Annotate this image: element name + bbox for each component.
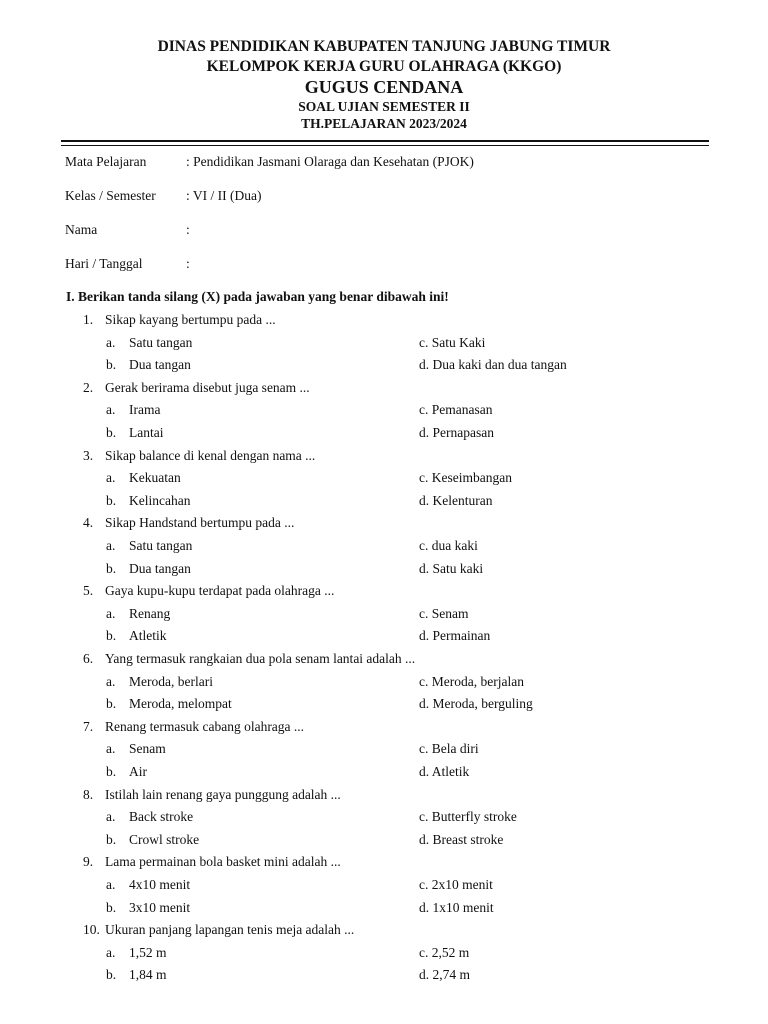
- option-b[interactable]: [106, 356, 191, 374]
- question-item: [0, 582, 768, 650]
- question-number: 6.: [83, 650, 94, 666]
- option-letter: b.: [106, 560, 117, 576]
- question-number: 3.: [83, 447, 94, 463]
- option-c[interactable]: c. Satu Kaki: [419, 334, 486, 350]
- option-text: Irama: [129, 402, 161, 418]
- question-text: Gaya kupu-kupu terdapat pada olahraga ...: [105, 583, 335, 599]
- option-c[interactable]: c. 2x10 menit: [419, 876, 493, 892]
- question-item: [0, 718, 768, 786]
- option-d[interactable]: d. Breast stroke: [419, 831, 504, 847]
- question-number: 10.: [83, 922, 100, 938]
- question-stem: [83, 853, 341, 875]
- option-text: Meroda, berlari: [129, 673, 213, 689]
- option-letter: a.: [106, 673, 116, 689]
- question-list: [0, 311, 768, 989]
- option-b[interactable]: [106, 695, 232, 713]
- option-text: Satu tangan: [129, 334, 193, 350]
- question-text: Sikap Handstand bertumpu pada ...: [105, 515, 295, 531]
- question-stem: [83, 311, 276, 333]
- option-d[interactable]: d. Permainan: [419, 628, 491, 644]
- option-a[interactable]: [106, 537, 192, 555]
- option-text: Satu tangan: [129, 537, 193, 553]
- info-label: Mata Pelajaran: [65, 154, 147, 169]
- info-label: Kelas / Semester: [65, 188, 156, 203]
- question-item: [0, 786, 768, 854]
- question-stem: [83, 379, 310, 401]
- option-d[interactable]: d. Pernapasan: [419, 424, 494, 440]
- option-a[interactable]: [106, 808, 193, 826]
- option-a[interactable]: [106, 740, 166, 758]
- option-letter: b.: [106, 831, 117, 847]
- question-item: [0, 447, 768, 515]
- option-b[interactable]: [106, 424, 163, 442]
- option-c[interactable]: c. Keseimbangan: [419, 470, 512, 486]
- question-stem: [83, 447, 315, 469]
- header-school-year: TH.PELAJARAN 2023/2024: [301, 116, 467, 131]
- header-divider-thin: [61, 145, 709, 146]
- info-value: :: [186, 222, 190, 237]
- header-cluster: GUGUS CENDANA: [304, 77, 464, 97]
- option-d[interactable]: d. Dua kaki dan dua tangan: [419, 357, 567, 373]
- option-b[interactable]: [106, 763, 147, 781]
- option-c[interactable]: c. Senam: [419, 605, 469, 621]
- question-number: 1.: [83, 312, 94, 327]
- question-stem: [83, 514, 294, 536]
- option-a[interactable]: [106, 944, 167, 962]
- option-a[interactable]: [106, 876, 190, 894]
- option-letter: b.: [106, 967, 117, 983]
- question-text: Sikap balance di kenal dengan nama ...: [105, 447, 316, 463]
- option-a[interactable]: [106, 334, 192, 352]
- option-letter: a.: [106, 605, 116, 621]
- question-stem: [83, 582, 334, 604]
- option-c[interactable]: c. Meroda, berjalan: [419, 673, 524, 689]
- question-stem: [83, 786, 341, 808]
- option-b[interactable]: [106, 492, 190, 510]
- option-text: Crowl stroke: [129, 831, 200, 847]
- option-b[interactable]: [106, 560, 191, 578]
- option-a[interactable]: [106, 469, 181, 487]
- option-text: Renang: [129, 605, 171, 621]
- option-b[interactable]: [106, 966, 167, 984]
- option-b[interactable]: [106, 899, 190, 917]
- header-group: KELOMPOK KERJA GURU OLAHRAGA (KKGO): [206, 58, 562, 75]
- header-divider-thick: [61, 140, 709, 142]
- header-agency: DINAS PENDIDIKAN KABUPATEN TANJUNG JABUNG TIMUR: [157, 38, 611, 55]
- option-letter: b.: [106, 424, 117, 440]
- option-text: Dua tangan: [129, 560, 191, 576]
- question-text: Lama permainan bola basket mini adalah ...: [105, 854, 341, 870]
- header-exam-title: SOAL UJIAN SEMESTER II: [298, 99, 470, 114]
- option-letter: a.: [106, 741, 116, 757]
- option-c[interactable]: c. dua kaki: [419, 537, 478, 553]
- option-c[interactable]: c. Bela diri: [419, 741, 479, 757]
- option-d[interactable]: d. Atletik: [419, 763, 470, 779]
- question-stem: [83, 921, 354, 943]
- option-d[interactable]: d. 2,74 m: [419, 967, 471, 983]
- option-text: 1,52 m: [129, 944, 167, 960]
- section-instruction: I. Berikan tanda silang (X) pada jawaban yang benar dibawah ini!: [66, 289, 449, 304]
- option-c[interactable]: c. Butterfly stroke: [419, 809, 517, 825]
- info-value: : Pendidikan Jasmani Olaraga dan Kesehatan (PJOK): [186, 154, 474, 169]
- question-item: [0, 921, 768, 989]
- option-letter: a.: [106, 470, 116, 486]
- option-text: Kelincahan: [129, 492, 191, 508]
- option-d[interactable]: d. Satu kaki: [419, 560, 484, 576]
- question-item: [0, 311, 768, 379]
- info-label: Nama: [65, 222, 98, 237]
- option-d[interactable]: d. 1x10 menit: [419, 899, 494, 915]
- info-label: Hari / Tanggal: [65, 256, 143, 271]
- option-b[interactable]: [106, 831, 199, 849]
- question-text: Gerak berirama disebut juga senam ...: [105, 379, 310, 395]
- option-text: Senam: [129, 741, 166, 757]
- question-stem: [83, 650, 415, 672]
- question-item: [0, 514, 768, 582]
- question-item: [0, 379, 768, 447]
- option-letter: a.: [106, 944, 116, 960]
- option-text: Atletik: [129, 628, 167, 644]
- question-number: 9.: [83, 854, 94, 870]
- option-text: Air: [129, 763, 147, 779]
- option-text: Back stroke: [129, 809, 194, 825]
- option-text: 1,84 m: [129, 967, 167, 983]
- option-letter: a.: [106, 809, 116, 825]
- option-c[interactable]: c. Pemanasan: [419, 402, 493, 418]
- info-value: :: [186, 256, 190, 271]
- question-number: 2.: [83, 379, 94, 395]
- option-text: Lantai: [129, 424, 164, 440]
- option-text: 4x10 menit: [129, 876, 191, 892]
- info-value: : VI / II (Dua): [186, 188, 262, 203]
- option-letter: b.: [106, 357, 117, 373]
- option-letter: a.: [106, 402, 116, 418]
- question-number: 4.: [83, 515, 94, 531]
- question-text: Renang termasuk cabang olahraga ...: [105, 718, 305, 734]
- option-d[interactable]: d. Kelenturan: [419, 492, 493, 508]
- option-c[interactable]: c. 2,52 m: [419, 944, 470, 960]
- option-a[interactable]: [106, 605, 170, 623]
- question-number: 5.: [83, 583, 94, 599]
- question-number: 7.: [83, 718, 94, 734]
- option-text: 3x10 menit: [129, 899, 191, 915]
- option-text: Dua tangan: [129, 357, 191, 373]
- question-text: Yang termasuk rangkaian dua pola senam lantai adalah ...: [105, 650, 416, 666]
- question-text: Istilah lain renang gaya punggung adalah ...: [105, 786, 341, 802]
- option-letter: b.: [106, 763, 117, 779]
- question-text: Sikap kayang bertumpu pada ...: [105, 312, 276, 327]
- question-number: 8.: [83, 786, 94, 802]
- question-text: Ukuran panjang lapangan tenis meja adalah ...: [105, 922, 355, 938]
- option-letter: a.: [106, 334, 116, 350]
- question-item: [0, 853, 768, 921]
- option-b[interactable]: [106, 627, 167, 645]
- option-letter: b.: [106, 628, 117, 644]
- option-text: Meroda, melompat: [129, 696, 232, 712]
- option-a[interactable]: [106, 673, 213, 691]
- option-letter: a.: [106, 876, 116, 892]
- question-item: [0, 650, 768, 718]
- option-a[interactable]: [106, 401, 160, 419]
- option-letter: a.: [106, 537, 116, 553]
- option-letter: b.: [106, 899, 117, 915]
- option-text: Kekuatan: [129, 470, 181, 486]
- option-letter: b.: [106, 696, 117, 712]
- question-stem: [83, 718, 304, 740]
- option-d[interactable]: d. Meroda, berguling: [419, 696, 533, 712]
- option-letter: b.: [106, 492, 117, 508]
- document-header: [0, 36, 768, 132]
